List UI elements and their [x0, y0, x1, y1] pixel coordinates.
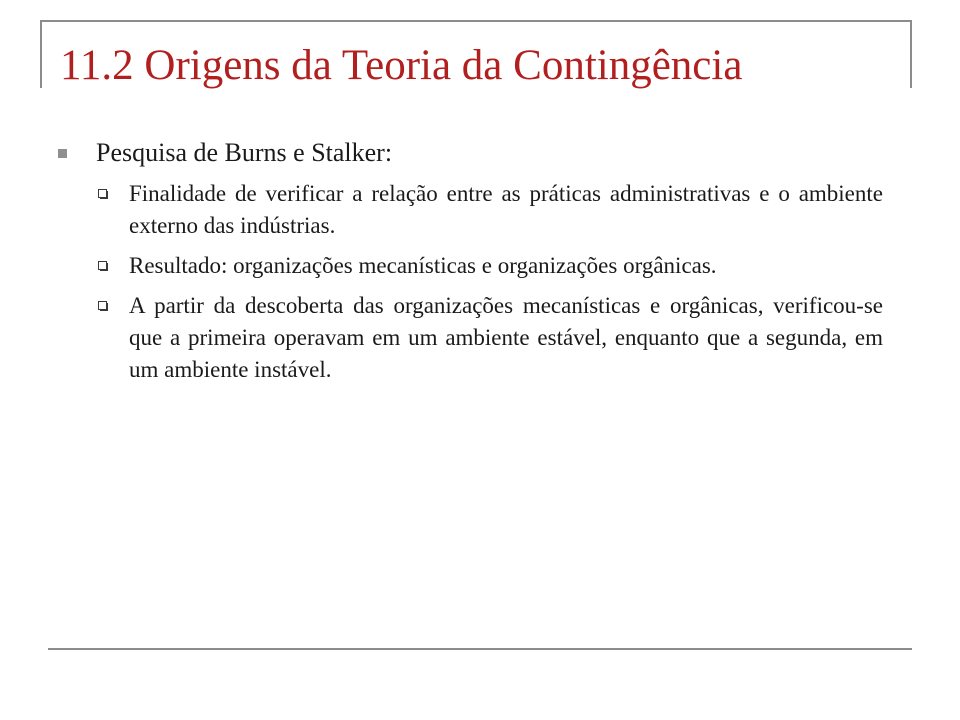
sub-bullet-list — [58, 178, 910, 386]
sub-bullet-text: Resultado: organizações mecanísticas e organizações orgânicas. — [129, 253, 717, 278]
sub-bullet-item — [98, 250, 910, 282]
footer-divider-line — [48, 648, 912, 650]
sub-bullet-text: A partir da descoberta das organizações mecanísticas e orgânicas, verificou-se que a primeira operavam em um ambiente estável, enquanto que a segunda, em um ambiente instável. — [129, 293, 883, 382]
frame-top-line — [40, 20, 912, 22]
sub-bullet-text: Finalidade de verificar a relação entre as práticas administrativas e o ambiente externo das indústrias. — [129, 181, 883, 238]
sub-bullet-item — [98, 290, 910, 386]
bullet-text: Pesquisa de Burns e Stalker: — [96, 138, 393, 167]
sub-bullet-item — [98, 178, 910, 242]
slide-title: 11.2 Origens da Teoria da Contingência — [60, 42, 743, 89]
frame-left-line — [40, 20, 42, 88]
hollow-square-bullet-icon — [98, 261, 109, 272]
frame-right-line — [910, 20, 912, 88]
slide-body — [58, 134, 910, 394]
hollow-square-bullet-icon — [98, 301, 109, 312]
bullet-item — [58, 134, 910, 172]
hollow-square-bullet-icon — [98, 189, 109, 200]
square-bullet-icon — [58, 149, 67, 158]
